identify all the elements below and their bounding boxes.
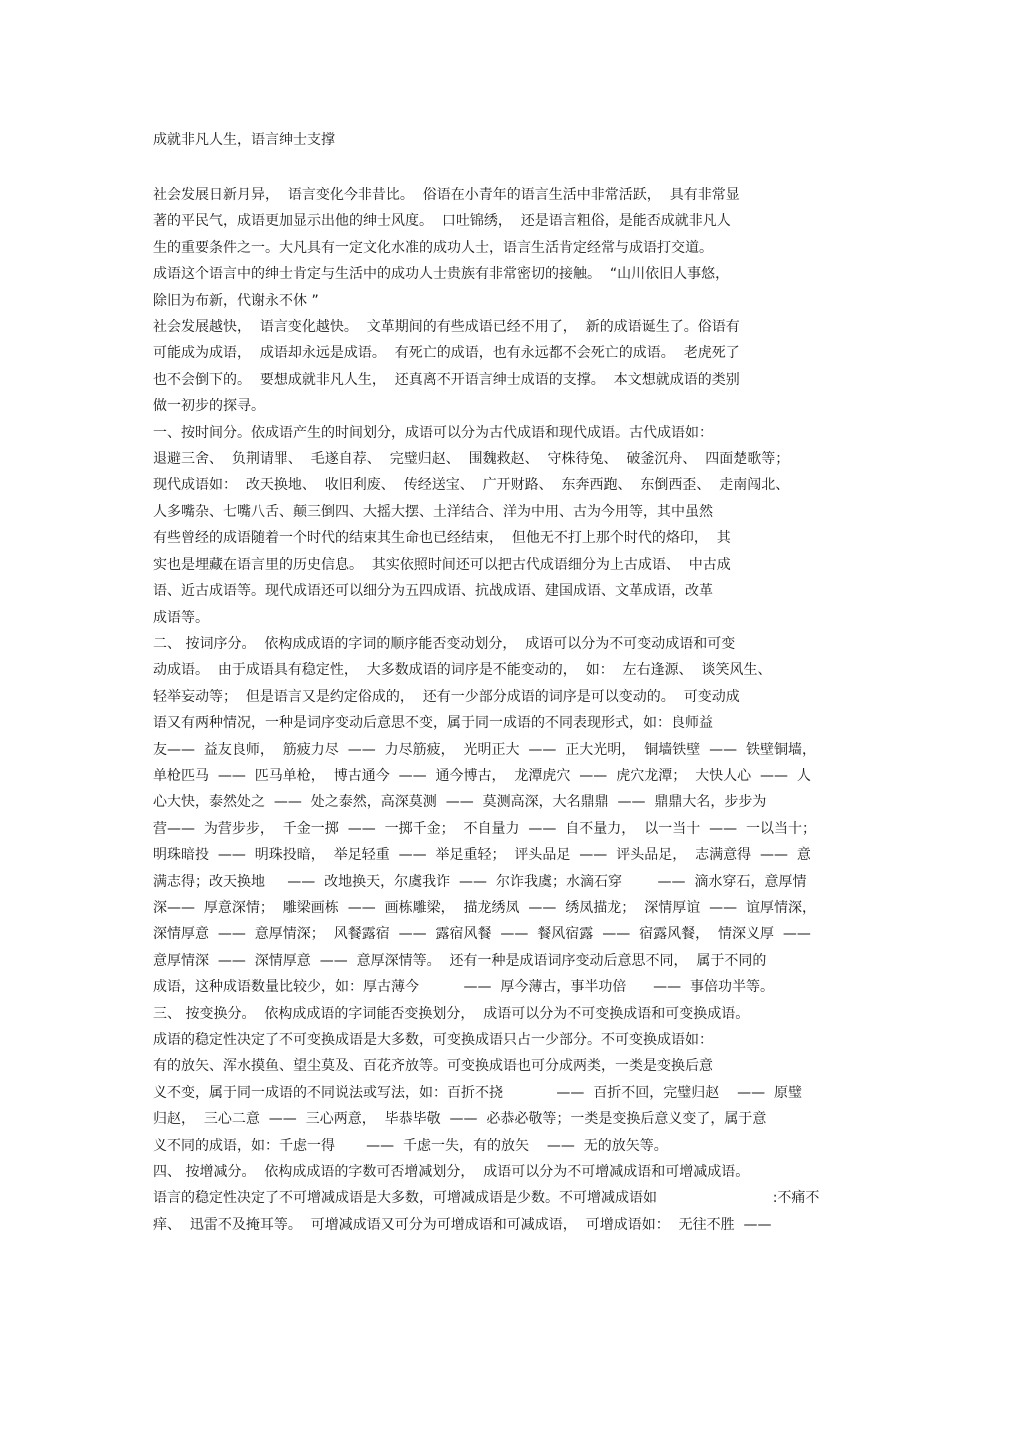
text-line: 著的平民气，成语更加显示出他的绅士风度。 口吐锦绣， 还是语言粗俗，是能否成就非凡人 [153, 213, 731, 230]
text-line: 四、 按增减分。 依构成成语的字数可否增减划分， 成语可以分为不可增减成语和可增减成语。 [153, 1164, 750, 1181]
text-line: 现代成语如： 改天换地、 收旧利废、 传经送宝、 广开财路、 东奔西跑、 东倒西歪、 走南闯北、 [153, 477, 790, 494]
text-line: 社会发展越快， 语言变化越快。 文革期间的有些成语已经不用了， 新的成语诞生了。俗语有 [153, 319, 740, 336]
text-line: 心大快，泰然处之 —— 处之泰然，高深莫测 —— 莫测高深，大名鼎鼎 —— 鼎鼎大名，步步为 [153, 794, 767, 811]
text-line: 二、 按词序分。 依构成成语的字词的顺序能否变动划分， 成语可以分为不可变动成语和可变 [153, 635, 736, 652]
text-line: 成语，这种成语数量比较少，如：厚古薄今 —— 厚今薄古，事半功倍 —— 事倍功半等。 [153, 979, 775, 996]
text-line: 营—— 为营步步， 千金一掷 —— 一掷千金； 不自量力 —— 自不量力， 以一当十 —— 一以当十； [153, 820, 817, 837]
text-line: 明珠暗投 —— 明珠投暗， 举足轻重 —— 举足重轻； 评头品足 —— 评头品足， 志满意得 —— 意 [153, 847, 811, 864]
document-title: 成就非凡人生，语言绅士支撑 [153, 132, 335, 148]
text-line: 归赵， 三心二意 —— 三心两意， 毕恭毕敬 —— 必恭必敬等；一类是变换后意义变了，属于意 [153, 1111, 767, 1128]
text-line: 三、 按变换分。 依构成成语的字词能否变换划分， 成语可以分为不可变换成语和可变换成语。 [153, 1005, 750, 1022]
text-line: 动成语。 由于成语具有稳定性， 大多数成语的词序是不能变动的， 如： 左右逢源、 谈笑风生、 [153, 662, 772, 679]
text-line: 有的放矢、浑水摸鱼、望尘莫及、百花齐放等。可变换成语也可分成两类，一类是变换后意 [153, 1058, 713, 1075]
text-line: 满志得；改天换地 —— 改地换天，尔虞我诈 —— 尔诈我虞；水滴石穿 —— 滴水穿石，意厚情 [153, 873, 807, 890]
text-line: 单枪匹马 —— 匹马单枪， 博古通今 —— 通今博古， 龙潭虎穴 —— 虎穴龙潭； 大快人心 —— 人 [153, 767, 811, 784]
text-line: 意厚情深 —— 深情厚意 —— 意厚深情等。 还有一种是成语词序变动后意思不同， 属于不同的 [153, 952, 767, 969]
text-line: 友—— 益友良师， 筋疲力尽 —— 力尽筋疲， 光明正大 —— 正大光明， 铜墙铁壁 —— 铁壁铜墙， [153, 741, 817, 758]
text-line: 生的重要条件之一。大凡具有一定文化水准的成功人士，语言生活肯定经常与成语打交道。 [153, 239, 713, 256]
text-line: 语言的稳定性决定了不可增减成语是大多数，可增减成语是少数。不可增减成语如 :不痛不 [153, 1190, 820, 1207]
text-line: 社会发展日新月异， 语言变化今非昔比。 俗语在小青年的语言生活中非常活跃， 具有非常显 [153, 187, 740, 203]
text-line: 语、近古成语等。现代成语还可以细分为五四成语、抗战成语、建国成语、文革成语，改革 [153, 583, 713, 600]
text-line: 有些曾经的成语随着一个时代的结束其生命也已经结束， 但他无不打上那个时代的烙印， 其 [153, 530, 731, 547]
text-line: 也不会倒下的。 要想成就非凡人生， 还真离不开语言绅士成语的支撑。 本文想就成语的类别 [153, 371, 740, 388]
text-line: 义不变，属于同一成语的不同说法或写法，如：百折不挠 —— 百折不回，完璧归赵 —— 原璧 [153, 1084, 803, 1101]
text-line: 一、按时间分。依成语产生的时间划分，成语可以分为古代成语和现代成语。古代成语如： [153, 424, 713, 441]
text-line: 人多嘴杂、七嘴八舌、颠三倒四、大摇大摆、土洋结合、洋为中用、古为今用等，其中虽然 [153, 503, 713, 520]
text-line: 成语等。 [153, 609, 209, 626]
text-line: 深—— 厚意深情； 雕梁画栋 —— 画栋雕梁， 描龙绣凤 —— 绣凤描龙； 深情厚谊 —— 谊厚情深， [153, 899, 817, 916]
text-line: 做一初步的探寻。 [153, 398, 265, 415]
text-line: 成语这个语言中的绅士肯定与生活中的成功人士贵族有非常密切的接触。 “山川依旧人事悠， [153, 266, 730, 283]
text-line: 除旧为布新，代谢永不休 ” [153, 292, 319, 309]
text-line: 成语的稳定性决定了不可变换成语是大多数，可变换成语只占一少部分。不可变换成语如： [153, 1032, 713, 1048]
text-line: 语又有两种情况，一种是词序变动后意思不变，属于同一成语的不同表现形式，如：良师益 [153, 715, 713, 732]
text-line: 深情厚意 —— 意厚情深； 风餐露宿 —— 露宿风餐 —— 餐风宿露 —— 宿露风餐， 情深义厚 —— [153, 926, 811, 943]
text-line: 轻举妄动等； 但是语言又是约定俗成的， 还有一少部分成语的词序是可以变动的。 可变动成 [153, 688, 740, 705]
document-body [153, 182, 873, 1238]
text-line: 义不同的成语，如：千虑一得 —— 千虑一失，有的放矢 —— 无的放矢等。 [153, 1137, 668, 1154]
text-line: 退避三舍、 负荆请罪、 毛遂自荐、 完璧归赵、 围魏救赵、 守株待兔、 破釜沉舟、 四面楚歌等； [153, 451, 790, 468]
text-line: 痒、 迅雷不及掩耳等。 可增减成语又可分为可增成语和可减成语， 可增成语如： 无往不胜 —— [153, 1216, 772, 1233]
text-line: 可能成为成语， 成语却永远是成语。 有死亡的成语，也有永远都不会死亡的成语。 老虎死了 [153, 345, 740, 362]
text-line: 实也是埋藏在语言里的历史信息。 其实依照时间还可以把古代成语细分为上古成语、 中古成 [153, 556, 731, 573]
